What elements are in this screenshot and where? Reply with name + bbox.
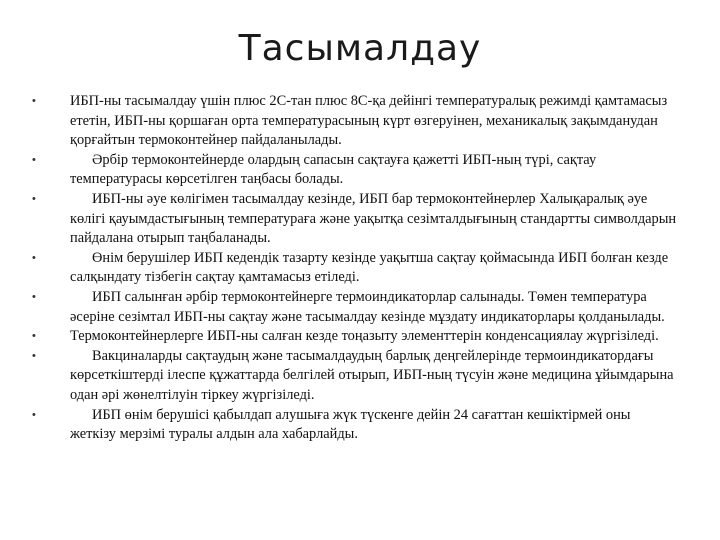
bullet-item [32,347,680,406]
bullet-item [32,406,680,445]
bullet-text: ИБП салынған әрбір термоконтейнерге термоиндикаторлар салынады. Төмен температура әсеріне сезімтал ИБП-ны сақтау және тасымалдау кезінде мұздату индикаторлары қолданылады. [70,288,665,325]
slide-title: Тасымалдау [238,28,482,69]
bullet-item [32,92,680,151]
bullet-list [32,92,680,445]
bullet-item [32,249,680,288]
bullet-text: Әрбір термоконтейнерде олардың сапасын сақтауға қажетті ИБП-ның түрі, сақтау температурасы көрсетілген таңбасы болады. [70,151,597,188]
bullet-text: Өнім берушілер ИБП кедендік тазарту кезінде уақытша сақтау қоймасында ИБП болған кезде салқындату тізбегін сақтау қамтамасыз етіледі. [70,249,669,286]
bullet-text: ИБП-ны әуе көлігімен тасымалдау кезінде, ИБП бар термоконтейнерлер Халықаралық әуе көлігі қауымдастығының температураға және уақытқа сезімталдығының стандартты символдарын пайдалана отырып таңбаланады. [70,190,677,247]
bullet-marker: • [32,192,36,205]
bullet-item [32,190,680,249]
bullet-marker: • [32,330,36,343]
bullet-marker: • [32,408,36,421]
bullet-item [32,288,680,327]
bullet-item [32,327,680,347]
bullet-marker: • [32,153,36,166]
bullet-marker: • [32,251,36,264]
bullet-marker: • [32,290,36,303]
bullet-text: Термоконтейнерлерге ИБП-ны салған кезде тоңазыту элементтерін конденсациялау жүргізіледі. [70,328,659,345]
bullet-marker: • [32,349,36,362]
bullet-text: Вакциналарды сақтаудың және тасымалдаудың барлық деңгейлерінде термоиндикатордағы көрсеткіштерді ілеспе құжаттарда белгілей отырып, ИБП-ның түсуін және медицина ұйымдарына одан әрі жөнелтілуін тіркеу жүргізіледі. [70,347,674,403]
bullet-item [32,151,680,190]
bullet-text: ИБП-ны тасымалдау үшін плюс 2С-тан плюс 8С-қа дейінгі температуралық режимді қамтамасыз ететін, ИБП-ны қоршаған орта температурасының күрт өзгеруінен, механикалық зақымданудан қорғайтын термоконтейнер пайдаланылады. [70,93,668,149]
bullet-marker: • [32,95,36,107]
bullet-text: ИБП өнім берушісі қабылдап алушыға жүк түскенге дейін 24 сағаттан кешіктірмей оны жеткізу мерзімі туралы алдын ала хабарлайды. [70,406,631,443]
